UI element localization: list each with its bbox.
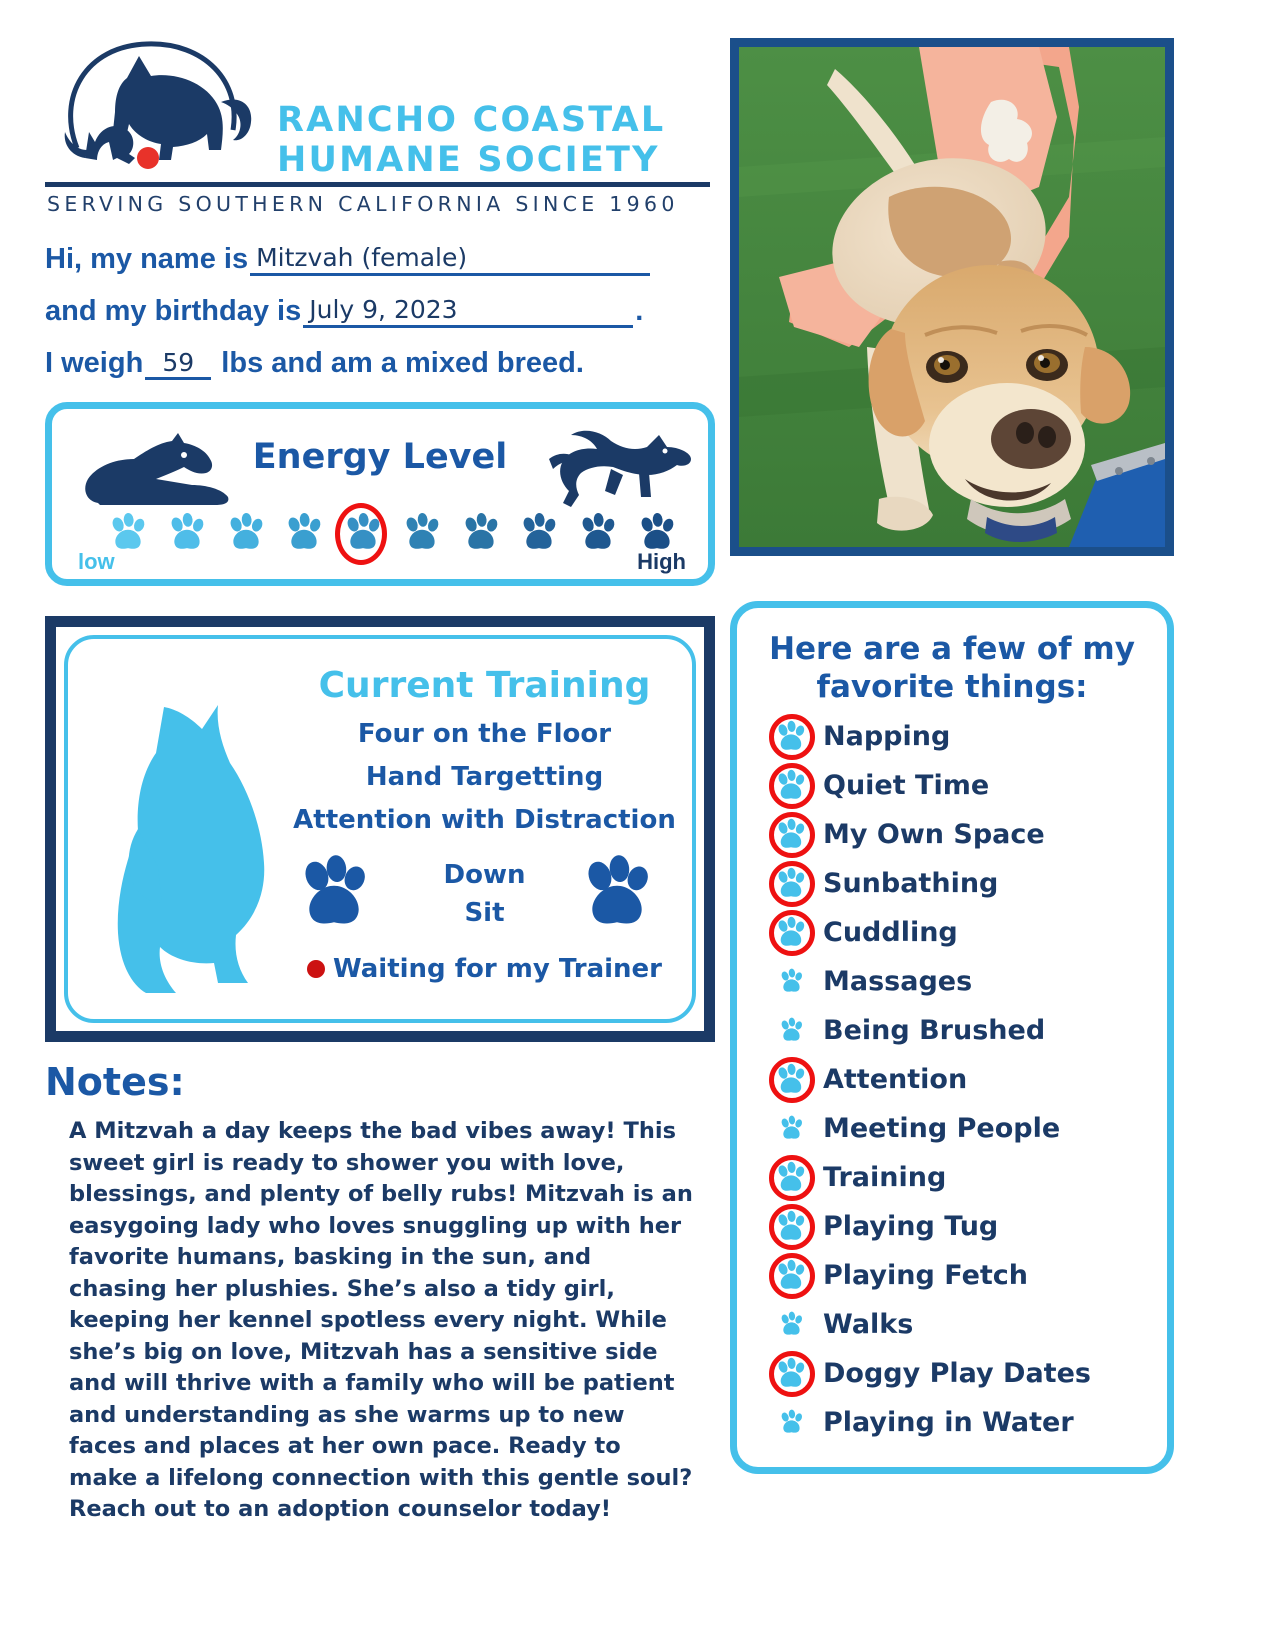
org-name-line-1: RANCHO COASTAL	[277, 100, 666, 140]
pet-weight-value: 59	[145, 348, 211, 380]
energy-paw-5[interactable]	[342, 512, 384, 554]
favorite-item-label: Meeting People	[823, 1113, 1061, 1144]
pet-birthday-row	[45, 276, 715, 328]
training-item-1: Hand Targetting	[365, 762, 604, 792]
pet-birthday-value: July 9, 2023	[303, 295, 633, 328]
favorite-things-panel	[730, 601, 1174, 1474]
training-title: Current Training	[318, 665, 651, 706]
energy-low-label: low	[78, 549, 115, 574]
favorite-item-label: Napping	[823, 721, 951, 752]
favorite-item[interactable]	[751, 1153, 1153, 1202]
paw-print-icon	[765, 1400, 817, 1446]
sitting-dog-silhouette-icon	[98, 677, 313, 997]
pet-birthday-period: .	[635, 295, 644, 327]
favorite-item[interactable]	[751, 1300, 1153, 1349]
training-paw-row	[283, 848, 686, 956]
running-dog-icon	[549, 425, 694, 511]
favorite-item-label: Training	[823, 1162, 947, 1193]
favorite-item-label: Quiet Time	[823, 770, 990, 801]
circled-paw-icon	[765, 812, 817, 858]
favorite-item[interactable]	[751, 957, 1153, 1006]
logo-red-ball-icon	[137, 147, 159, 169]
circled-paw-icon	[765, 910, 817, 956]
organization-name	[277, 100, 717, 180]
paw-print-icon	[765, 1302, 817, 1348]
energy-paw-7[interactable]	[460, 512, 502, 554]
energy-level-title: Energy Level	[252, 437, 508, 477]
training-paw-item-0: Down	[443, 860, 526, 890]
favorite-item[interactable]	[751, 859, 1153, 908]
favorite-item[interactable]	[751, 1251, 1153, 1300]
tan-and-white-dog-on-turf-photo	[739, 47, 1165, 547]
org-tagline: SERVING SOUTHERN CALIFORNIA SINCE 1960	[47, 192, 679, 216]
pet-weight-row	[45, 328, 715, 380]
circled-paw-icon	[765, 1204, 817, 1250]
pet-weight-suffix: lbs and am a mixed breed.	[221, 347, 584, 379]
right-column	[730, 38, 1190, 1474]
favorite-item-label: Playing Tug	[823, 1211, 999, 1242]
favorite-item[interactable]	[751, 810, 1153, 859]
red-dot-icon	[307, 960, 325, 978]
energy-paw-8[interactable]	[518, 512, 560, 554]
left-column	[45, 30, 715, 1526]
energy-level-panel	[45, 402, 715, 586]
favorite-things-title: Here are a few of my favorite things:	[769, 631, 1135, 705]
circled-paw-icon	[765, 1351, 817, 1397]
training-waiting-row	[283, 954, 686, 984]
logo-divider	[45, 182, 710, 187]
notes-heading: Notes:	[45, 1060, 185, 1104]
pet-name-value: Mitzvah (female)	[250, 243, 650, 276]
favorite-item-label: Doggy Play Dates	[823, 1358, 1091, 1389]
pet-weight-label: I weigh	[45, 347, 144, 379]
pet-name-label: Hi, my name is	[45, 243, 249, 275]
paw-print-icon	[765, 1008, 817, 1054]
training-item-2: Attention with Distraction	[293, 805, 676, 835]
pet-intro-block	[45, 224, 715, 380]
favorite-item[interactable]	[751, 761, 1153, 810]
favorite-things-list	[751, 712, 1153, 1447]
favorite-item[interactable]	[751, 908, 1153, 957]
energy-paw-scale[interactable]	[107, 509, 678, 557]
favorite-item[interactable]	[751, 712, 1153, 761]
circled-paw-icon	[765, 1057, 817, 1103]
current-training-inner	[64, 635, 696, 1023]
favorite-item-label: Playing in Water	[823, 1407, 1074, 1438]
favorite-item[interactable]	[751, 1104, 1153, 1153]
favorite-item-label: Being Brushed	[823, 1015, 1046, 1046]
training-waiting-label: Waiting for my Trainer	[333, 954, 662, 984]
energy-paw-3[interactable]	[225, 512, 267, 554]
pet-birthday-label: and my birthday is	[45, 295, 302, 327]
favorite-item-label: Cuddling	[823, 917, 958, 948]
circled-paw-icon	[765, 763, 817, 809]
circled-paw-icon	[765, 1253, 817, 1299]
favorite-item[interactable]	[751, 1398, 1153, 1447]
favorite-item-label: Sunbathing	[823, 868, 999, 899]
energy-high-label: High	[637, 549, 686, 574]
circled-paw-icon	[765, 1155, 817, 1201]
notes-body: A Mitzvah a day keeps the bad vibes away! This sweet girl is ready to shower you with love, blessings, and plenty of belly rubs! Mitzvah is an easygoing lady who loves snuggling up with her favorite humans, basking in the sun, and chasing her plushies. She’s also a tidy girl, keeping her kennel spotless every night. While she’s big on love, Mitzvah has a sensitive side and will thrive with a family who will be patient and understanding as she warms up to new faces and places at her own pace. Ready to make a lifelong connection with this gentle soul? Reach out to an adoption counselor today!	[69, 1118, 693, 1522]
organization-logo	[45, 30, 715, 220]
pet-name-row	[45, 224, 715, 276]
paw-print-icon	[765, 1106, 817, 1152]
training-paw-item-1: Sit	[464, 898, 505, 928]
paw-print-icon	[765, 959, 817, 1005]
circled-paw-icon	[765, 861, 817, 907]
energy-paw-4[interactable]	[283, 512, 325, 554]
training-content	[283, 665, 686, 984]
energy-paw-2[interactable]	[166, 512, 208, 554]
favorite-item[interactable]	[751, 1006, 1153, 1055]
favorite-item[interactable]	[751, 1202, 1153, 1251]
org-name-line-2: HUMANE SOCIETY	[277, 140, 660, 180]
circled-paw-icon	[765, 714, 817, 760]
current-training-panel	[45, 616, 715, 1042]
dog-and-cat-logo-icon	[55, 38, 270, 188]
energy-paw-9[interactable]	[577, 512, 619, 554]
training-item-0: Four on the Floor	[357, 719, 612, 749]
energy-paw-10[interactable]	[636, 512, 678, 554]
energy-paw-1[interactable]	[107, 512, 149, 554]
favorite-item-label: Attention	[823, 1064, 968, 1095]
favorite-item[interactable]	[751, 1349, 1153, 1398]
favorite-item-label: Playing Fetch	[823, 1260, 1029, 1291]
favorite-item-label: My Own Space	[823, 819, 1045, 850]
favorite-item-label: Walks	[823, 1309, 914, 1340]
favorite-item[interactable]	[751, 1055, 1153, 1104]
favorite-item-label: Massages	[823, 966, 973, 997]
pet-photo-frame	[730, 38, 1174, 556]
paw-print-icon	[578, 854, 656, 932]
energy-paw-6[interactable]	[401, 512, 443, 554]
